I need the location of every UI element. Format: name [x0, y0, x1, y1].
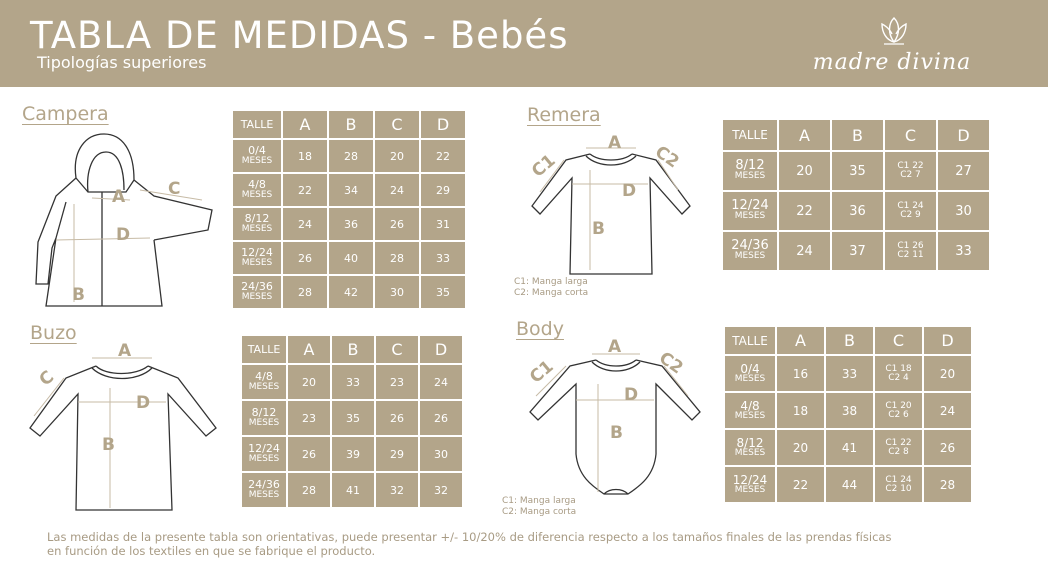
table-row: [233, 174, 465, 206]
value-cell: 38: [826, 393, 873, 428]
column-header: C: [885, 120, 936, 150]
value-cell: 33: [826, 356, 873, 391]
value-cell: 20: [288, 365, 330, 399]
column-header: D: [938, 120, 989, 150]
value-cell: 32: [376, 473, 418, 507]
value-cell: 40: [329, 242, 373, 274]
value-cell: 24: [420, 365, 462, 399]
value-cell: 23: [376, 365, 418, 399]
body-label-c1: C1: [526, 356, 558, 388]
section-title-remera: Remera: [527, 104, 601, 126]
talle-cell: 24/36 MESES: [242, 473, 286, 507]
value-cell: 27: [938, 152, 989, 190]
talle-cell: 4/8 MESES: [725, 393, 775, 428]
remera-sleeve-note: C1: Manga larga C2: Manga corta: [514, 277, 589, 298]
talle-cell: 4/8 MESES: [233, 174, 281, 206]
talle-cell: 12/24 MESES: [233, 242, 281, 274]
disclaimer-text: Las medidas de la presente tabla son orientativas, puede presentar +/- 10/20% de diferencia respecto a los tamaños finales de las prendas físicas en función de los textiles en que se fabrique el producto.: [47, 530, 892, 558]
table-row: [723, 192, 989, 230]
value-cell: C1 20 C2 6: [875, 393, 922, 428]
section-title-campera: Campera: [22, 103, 109, 125]
value-cell: 29: [421, 174, 465, 206]
column-header: B: [332, 336, 374, 363]
campera-illustration: [26, 130, 216, 312]
lotus-icon: [874, 14, 914, 48]
buzo-size-table: [240, 334, 464, 509]
table-row: [242, 437, 462, 471]
column-header: B: [832, 120, 883, 150]
value-cell: 24: [779, 232, 830, 270]
remera-label-a: A: [608, 133, 622, 153]
talle-cell: 24/36 MESES: [723, 232, 777, 270]
table-row: [725, 356, 971, 391]
value-cell: 39: [332, 437, 374, 471]
value-cell: 26: [375, 208, 419, 240]
value-cell: 26: [288, 437, 330, 471]
value-cell: 23: [288, 401, 330, 435]
value-cell: 20: [779, 152, 830, 190]
table-row: [233, 140, 465, 172]
buzo-label-d: D: [136, 393, 151, 413]
remera-label-c1: C1: [528, 150, 560, 182]
column-header: TALLE: [233, 111, 281, 138]
value-cell: 31: [421, 208, 465, 240]
value-cell: C1 24 C2 10: [875, 467, 922, 502]
value-cell: 18: [283, 140, 327, 172]
remera-illustration: [528, 130, 698, 280]
value-cell: 36: [329, 208, 373, 240]
remera-label-b: B: [592, 219, 605, 239]
value-cell: C1 26 C2 11: [885, 232, 936, 270]
table-row: [233, 276, 465, 308]
value-cell: 28: [329, 140, 373, 172]
value-cell: 26: [924, 430, 971, 465]
value-cell: 36: [832, 192, 883, 230]
talle-cell: 4/8 MESES: [242, 365, 286, 399]
page-subtitle: Tipologías superiores: [37, 53, 207, 72]
body-label-b: B: [610, 423, 623, 443]
campera-label-b: B: [72, 285, 85, 305]
column-header: A: [288, 336, 330, 363]
talle-cell: 24/36 MESES: [233, 276, 281, 308]
value-cell: C1 18 C2 4: [875, 356, 922, 391]
value-cell: 30: [375, 276, 419, 308]
page-title: TABLA DE MEDIDAS - Bebés: [30, 14, 569, 57]
table-row: [242, 401, 462, 435]
body-label-d: D: [624, 385, 639, 405]
value-cell: 22: [421, 140, 465, 172]
value-cell: C1 22 C2 7: [885, 152, 936, 190]
talle-cell: 12/24 MESES: [242, 437, 286, 471]
body-sleeve-note: C1: Manga larga C2: Manga corta: [502, 496, 577, 517]
column-header: B: [826, 327, 873, 354]
campera-label-d: D: [116, 225, 131, 245]
talle-cell: 12/24 MESES: [725, 467, 775, 502]
value-cell: 24: [375, 174, 419, 206]
value-cell: 30: [938, 192, 989, 230]
value-cell: 20: [924, 356, 971, 391]
brand-name: madre divina: [812, 50, 972, 75]
value-cell: 28: [375, 242, 419, 274]
value-cell: C1 22 C2 8: [875, 430, 922, 465]
talle-cell: 8/12 MESES: [233, 208, 281, 240]
header-banner: [0, 0, 1048, 87]
column-header: B: [329, 111, 373, 138]
value-cell: 28: [288, 473, 330, 507]
column-header: TALLE: [242, 336, 286, 363]
body-illustration: [526, 336, 700, 502]
table-row: [723, 232, 989, 270]
table-row: [725, 393, 971, 428]
remera-size-table: [721, 118, 991, 272]
talle-cell: 0/4 MESES: [725, 356, 775, 391]
value-cell: 28: [283, 276, 327, 308]
value-cell: 26: [376, 401, 418, 435]
value-cell: 33: [938, 232, 989, 270]
table-row: [725, 467, 971, 502]
column-header: A: [283, 111, 327, 138]
column-header: D: [420, 336, 462, 363]
value-cell: 44: [826, 467, 873, 502]
table-row: [242, 473, 462, 507]
value-cell: 42: [329, 276, 373, 308]
body-label-c2: C2: [655, 348, 687, 379]
buzo-label-a: A: [118, 341, 132, 361]
remera-label-d: D: [622, 181, 637, 201]
value-cell: 20: [375, 140, 419, 172]
value-cell: C1 24 C2 9: [885, 192, 936, 230]
value-cell: 32: [420, 473, 462, 507]
table-row: [723, 152, 989, 190]
campera-size-table: [231, 109, 467, 310]
talle-cell: 8/12 MESES: [725, 430, 775, 465]
value-cell: 35: [421, 276, 465, 308]
column-header: D: [421, 111, 465, 138]
value-cell: 26: [420, 401, 462, 435]
remera-label-c2: C2: [651, 142, 683, 173]
value-cell: 33: [332, 365, 374, 399]
value-cell: 24: [283, 208, 327, 240]
value-cell: 33: [421, 242, 465, 274]
value-cell: 20: [777, 430, 824, 465]
column-header: C: [875, 327, 922, 354]
column-header: A: [777, 327, 824, 354]
body-label-a: A: [608, 337, 622, 357]
value-cell: 18: [777, 393, 824, 428]
section-title-buzo: Buzo: [30, 322, 77, 344]
table-row: [725, 430, 971, 465]
value-cell: 26: [283, 242, 327, 274]
table-row: [233, 208, 465, 240]
column-header: C: [375, 111, 419, 138]
value-cell: 35: [332, 401, 374, 435]
talle-cell: 8/12 MESES: [723, 152, 777, 190]
value-cell: 16: [777, 356, 824, 391]
value-cell: 34: [329, 174, 373, 206]
value-cell: 41: [332, 473, 374, 507]
buzo-label-c: C: [35, 366, 59, 391]
value-cell: 41: [826, 430, 873, 465]
column-header: TALLE: [725, 327, 775, 354]
value-cell: 30: [420, 437, 462, 471]
column-header: C: [376, 336, 418, 363]
buzo-illustration: [26, 338, 222, 514]
talle-cell: 12/24 MESES: [723, 192, 777, 230]
talle-cell: 8/12 MESES: [242, 401, 286, 435]
campera-label-c: C: [168, 179, 181, 199]
value-cell: 35: [832, 152, 883, 190]
buzo-label-b: B: [102, 435, 115, 455]
value-cell: 29: [376, 437, 418, 471]
value-cell: 22: [777, 467, 824, 502]
value-cell: 22: [779, 192, 830, 230]
value-cell: 22: [283, 174, 327, 206]
column-header: TALLE: [723, 120, 777, 150]
section-title-body: Body: [516, 318, 564, 340]
campera-label-a: A: [112, 187, 126, 207]
value-cell: 24: [924, 393, 971, 428]
value-cell: 28: [924, 467, 971, 502]
brand-logo: [792, 14, 992, 80]
column-header: A: [779, 120, 830, 150]
table-row: [233, 242, 465, 274]
column-header: D: [924, 327, 971, 354]
talle-cell: 0/4 MESES: [233, 140, 281, 172]
body-size-table: [723, 325, 973, 504]
value-cell: 37: [832, 232, 883, 270]
table-row: [242, 365, 462, 399]
